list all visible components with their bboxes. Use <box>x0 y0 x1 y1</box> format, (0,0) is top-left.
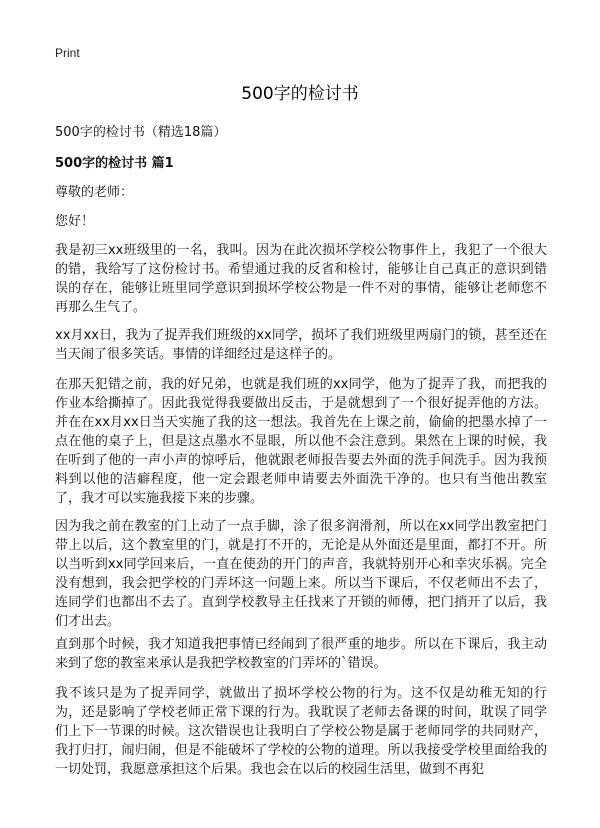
body-paragraph-6: 我不该只是为了捉弄同学，就做出了损坏学校公物的行为。这不仅是幼稚无知的行为，还是影响了学校老师正常下课的行为。我耽误了老师去备课的时间，耽误了同学们上下一节课的时候。这次错误也让我明白了学校公物是属于老师同学的共同财产，我打归打，闹归闹，但是不能破坏了学校的公物的道理。所以我接受学校里面给我的一切处罚，我愿意承担这个后果。我也会在以后的校园生活里，做到不再犯 <box>55 686 547 777</box>
document-subtitle: 500字的检讨书（精选18篇） <box>55 125 227 140</box>
document-title: 500字的检讨书 <box>241 84 359 104</box>
body-paragraph-2: xx月xx日，我为了捉弄我们班级的xx同学，损坏了我们班级里两扇门的锁，甚至还在当天闹了很多笑话。事情的详细经过是这样子的。 <box>55 328 547 362</box>
body-paragraph-4: 因为我之前在教室的门上动了一点手脚，涂了很多润滑剂，所以在xx同学出教室把门带上以后，这个教室里的门，就是打不开的，无论是从外面还是里面，都打不开。所以当听到xx同学回来后，一直在使劲的开门的声音，我就特别开心和幸灾乐祸。完全没有想到，我会把学校的门弄坏这一问题上来。所以当下课后，不仅老师出不去了，连同学们也都出不去了。直到学校教导主任找来了开锁的师傅，把门捎开了以后，我们才出去。 <box>55 519 547 629</box>
letter-salutation: 尊敬的老师： <box>55 185 134 200</box>
body-paragraph-1: 我是初三xx班级里的一名，我叫。因为在此次损坏学校公物事件上，我犯了一个很大的错，我给写了这份检讨书。希望通过我的反省和检讨，能够让自己真正的意识到错误的存在，能够让班里同学意识到损坏学校公物是一件不对的事情，能够让老师您不再那么生气了。 <box>55 243 547 315</box>
body-paragraph-5: 直到那个时候，我才知道我把事情已经闹到了很严重的地步。所以在下课后，我主动来到了您的教室来承认是我把学校教室的门弄坏的`错误。 <box>55 637 547 671</box>
print-label: Print <box>55 46 80 60</box>
section-heading: 500字的检讨书 篇1 <box>55 156 174 171</box>
body-paragraph-3: 在那天犯错之前，我的好兄弟，也就是我们班的xx同学，他为了捉弄了我，而把我的作业本给撕掉了。因此我觉得我要做出反击，于是就想到了一个很好捉弄他的方法。并在在xx月xx日当天实施了我的这一想法。我首先在上课之前，偷偷的把墨水掉了一点在他的桌子上，但是这点墨水不显眼，所以他不会注意到。果然在上课的时候，我在听到了他的一声小声的惊呼后，他就跟老师报告要去外面的洗手间洗手。因为我预料到以他的洁癖程度，他一定会跟老师申请要去外面洗干净的。也只有当他出教室了，我才可以实施我接下来的步骤。 <box>55 377 547 506</box>
letter-greeting: 您好！ <box>55 214 95 229</box>
